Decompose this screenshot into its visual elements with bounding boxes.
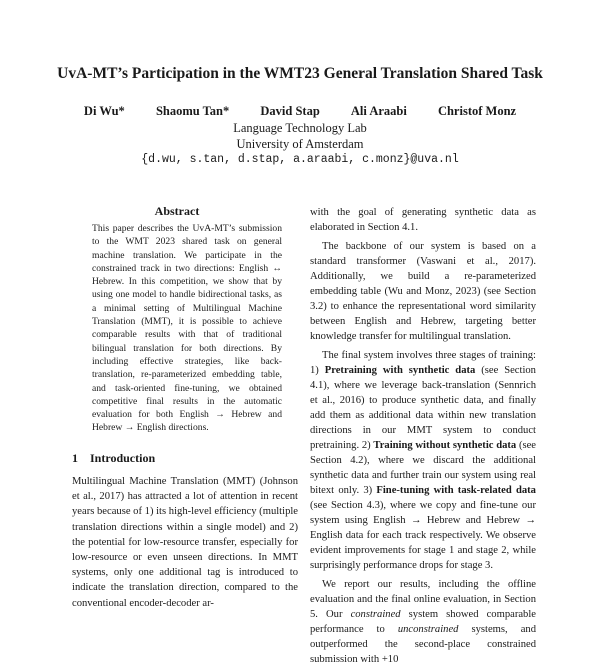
affiliation-university: University of Amsterdam (236, 137, 364, 151)
introduction-text: Multilingual Machine Translation (MMT) (Johnson et al., 2017) has attracted a lot of attention in recent years because of 1) its high-level efficiency (multiple translation directions within a single model) and 2) the potential for low-resource transfer, especially for low-resource or even unseen directions. In MMT systems, only one additional tag is introduced to indicate the translation direction, compared to the conventional encoder-decoder ar- (72, 476, 299, 609)
text-run: (see Section 4.1), where we leverage back-translation (Sennrich et al., 2016) to produce synthetic data, and finally add them as additional data within new translation directions in our MMT system to conduct pretraining. 2) (310, 365, 536, 451)
section-title: Introduction (90, 451, 156, 465)
abstract-body (92, 222, 282, 435)
author-name: Christof Monz (437, 104, 517, 118)
paper-title: UvA-MT’s Participation in the WMT23 General Translation Shared Task (57, 65, 543, 82)
paragraph: The backbone of our system is based on a standard transformer (Vaswani et al., 2017). Additionally, we build a re-parameterized embedding table (Wu and Monz, 2023) (see Section 3.2) to enhance the representational word similarity between English and Hebrew, targeting better knowledge transfer for multilingual translation. (310, 241, 536, 342)
paragraph-results (310, 577, 536, 667)
paragraph-training-stages (310, 348, 536, 573)
author-name: Shaomu Tan* (155, 104, 230, 118)
bold-term: Pretraining with synthetic data (324, 365, 476, 376)
introduction-body (72, 474, 298, 611)
text-run: The final system involves three stages of training: 1) (310, 350, 536, 376)
italic-term: constrained (350, 609, 401, 620)
author-name: Di Wu* (83, 104, 125, 118)
text-run: We report our results, including the offline evaluation and the final online evaluation, in Section 5. Our (310, 579, 536, 620)
section-heading-introduction (72, 451, 155, 466)
author-name: Ali Araabi (350, 104, 407, 118)
author-emails: {d.wu, s.tan, d.stap, a.araabi, c.monz}@uva.nl (141, 153, 459, 166)
bold-term: Fine-tuning with task-related data (376, 485, 536, 496)
text-run: system showed comparable performance to (310, 609, 536, 635)
affiliation-lab: Language Technology Lab (233, 121, 367, 135)
text-run: (see Section 4.3), where we copy and fine-tune our system using English → Hebrew and Hebrew → English data for each track respectively. We observe evident improvements for stage 1 and stage 2, while surprisingly performance drops for stage 3. (310, 500, 536, 571)
author-name: David Stap (260, 104, 320, 118)
abstract-text: This paper describes the UvA-MT’s submission to the WMT 2023 shared task on general machine translation. We participate in the constrained track in two directions: English ↔ Hebrew. In this competition, we show that by using one model to handle bidirectional tasks, as a minimal setting of Multilingual Machine Translation (MMT), it is possible to achieve comparable results with that of traditional bilingual translation for both directions. By including effective strategies, like back-translation, re-parameterized embedding table, and task-oriented fine-tuning, we obtained competitive final results in the automatic evaluation for both English → Hebrew and Hebrew → English directions. (92, 223, 282, 434)
text-run: (see Section 4.2), where we discard the additional synthetic data and further train our system using real bitext only. 3) (310, 440, 537, 496)
section-number: 1 (72, 451, 78, 465)
bold-term: Training without synthetic data (373, 440, 517, 451)
right-column (310, 205, 536, 667)
author-list (0, 104, 600, 119)
paragraph: with the goal of generating synthetic data as elaborated in Section 4.1. (310, 207, 536, 233)
abstract-heading: Abstract (154, 204, 200, 218)
text-run: systems, and outperformed the second-place constrained submission with +10 (310, 624, 537, 665)
italic-term: unconstrained (397, 624, 459, 635)
